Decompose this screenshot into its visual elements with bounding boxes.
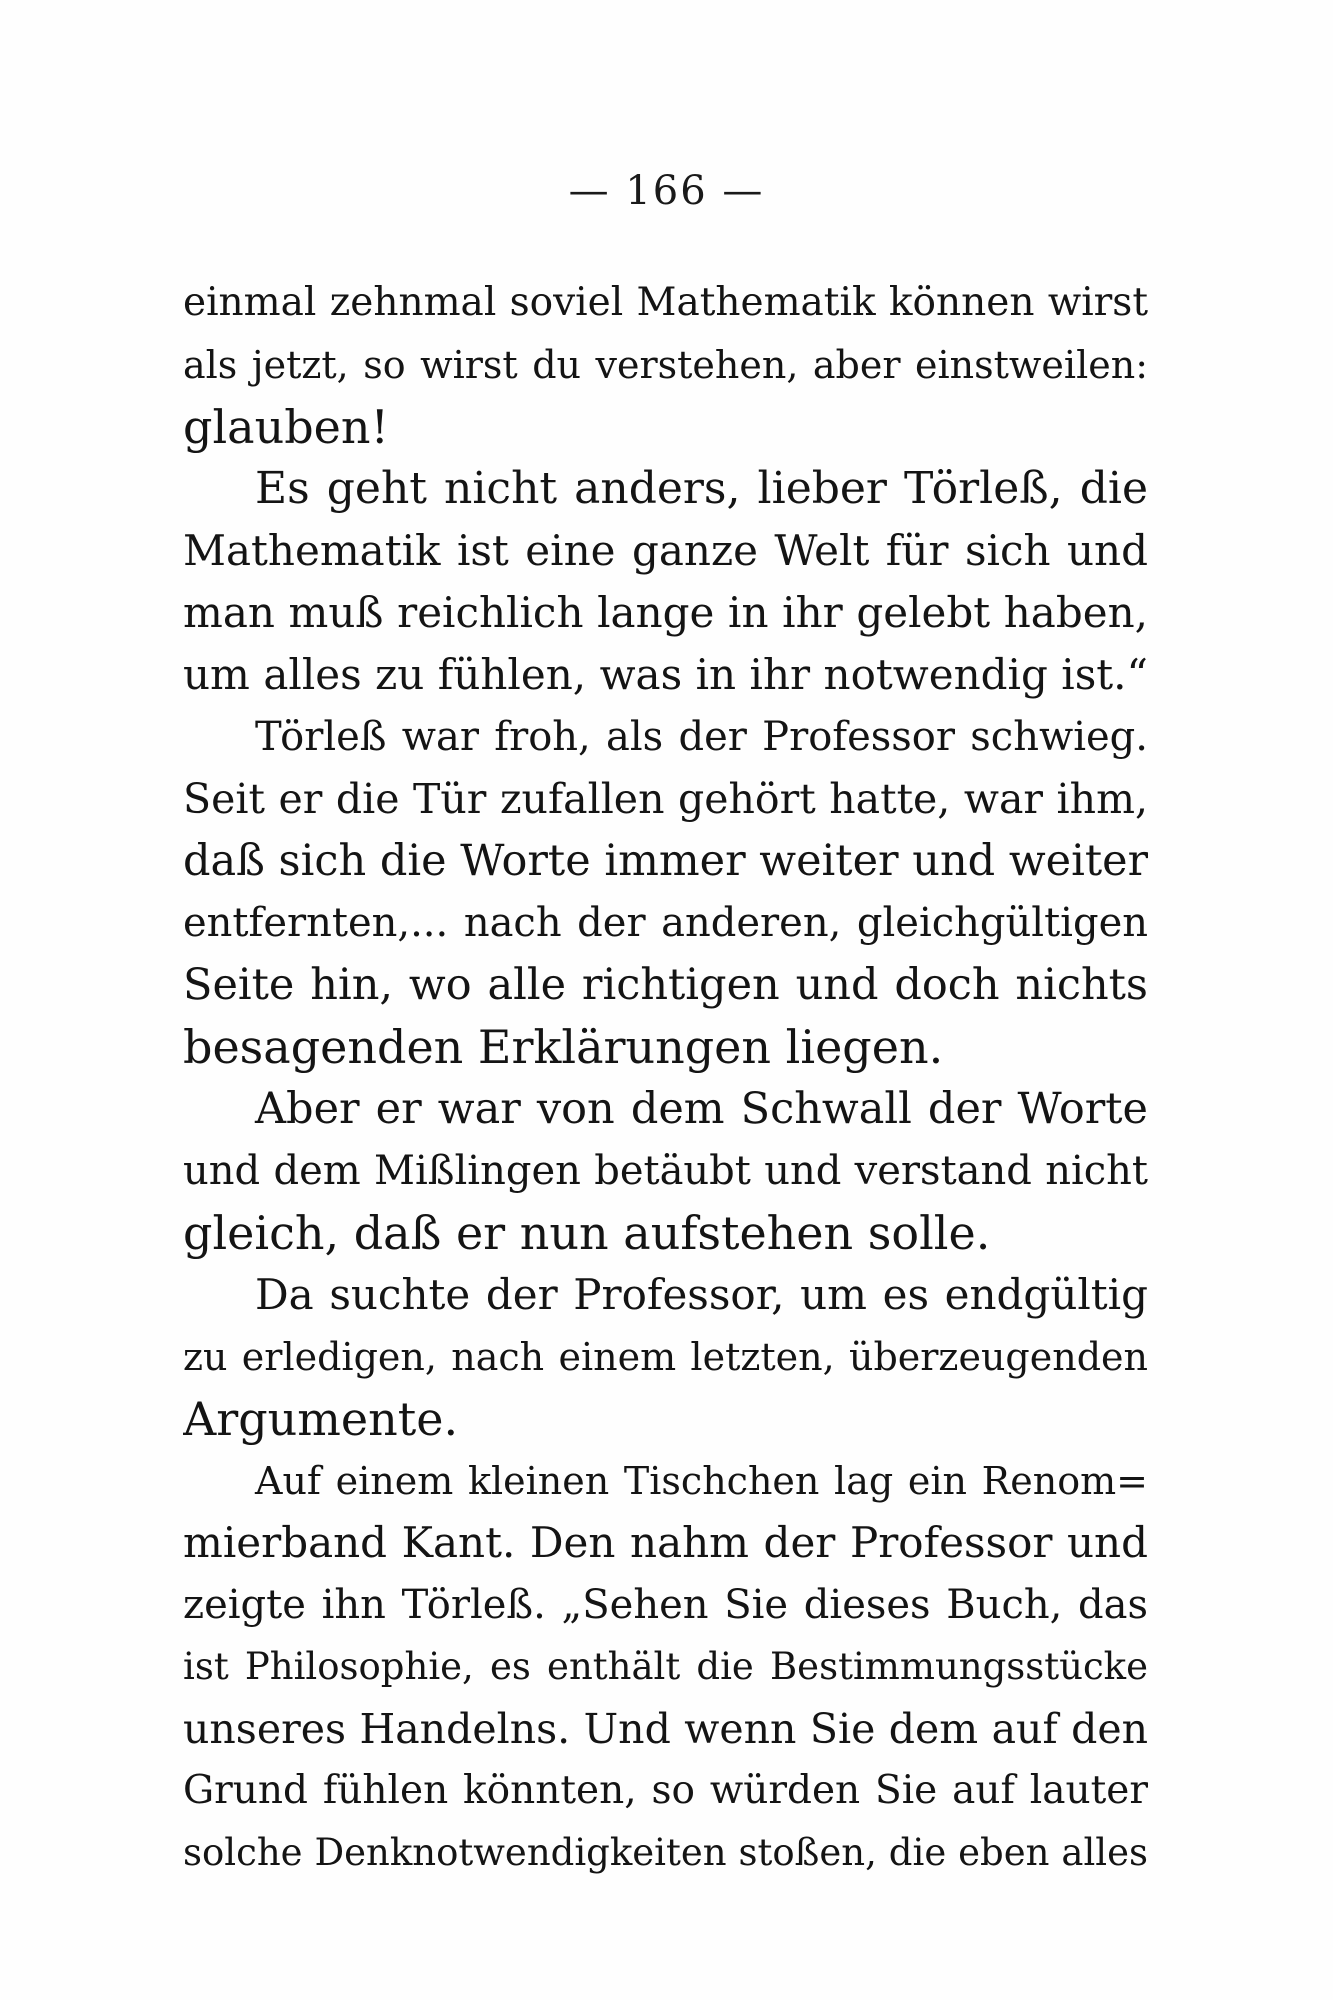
text-line: Grund fühlen könnten, so würden Sie auf lauter [183, 1768, 1148, 1813]
text-line: unseres Handelns. Und wenn Sie dem auf den [183, 1705, 1148, 1753]
text-line: solche Denknotwendigkeiten stoßen, die eben alles [183, 1831, 1148, 1874]
text-line: daß sich die Worte immer weiter und weiter [183, 836, 1148, 886]
text-line: ist Philosophie, es enthält die Bestimmungsstücke [183, 1645, 1148, 1688]
text-line: Es geht nicht anders, lieber Törleß, die [255, 463, 1148, 514]
text-line: als jetzt, so wirst du verstehen, aber einstweilen: [183, 343, 1148, 387]
text-line: und dem Mißlingen betäubt und verstand nicht [183, 1148, 1148, 1194]
text-line: um alles zu fühlen, was in ihr notwendig ist.“ [183, 650, 1148, 699]
text-line: entfernten,... nach der anderen, gleichgültigen [183, 900, 1148, 946]
body-text [183, 272, 1148, 1884]
text-line: glauben! [183, 400, 389, 454]
text-line: besagenden Erklärungen liegen. [183, 1020, 944, 1074]
text-line: Aber er war von dem Schwall der Worte [255, 1084, 1148, 1134]
text-line: mierband Kant. Den nahm der Professor und [183, 1518, 1148, 1567]
text-line: Seit er die Tür zufallen gehört hatte, war ihm, [183, 775, 1148, 823]
text-line: Seite hin, wo alle richtigen und doch nichts [183, 960, 1148, 1010]
text-line: zeigte ihn Törleß. „Sehen Sie dieses Buch, das [183, 1582, 1148, 1628]
page-number: — 166 — [568, 168, 765, 214]
text-line: Törleß war froh, als der Professor schwieg. [255, 714, 1148, 760]
text-line: gleich, daß er nun aufstehen solle. [183, 1206, 991, 1260]
text-line: einmal zehnmal soviel Mathematik können wirst [183, 280, 1148, 325]
text-line: zu erledigen, nach einem letzten, überzeugenden [183, 1335, 1148, 1379]
text-line: Auf einem kleinen Tischchen lag ein Renom= [255, 1459, 1148, 1503]
text-line: Mathematik ist eine ganze Welt für sich und [183, 526, 1148, 575]
text-line: Argumente. [183, 1392, 459, 1446]
text-line: man muß reichlich lange in ihr gelebt haben, [183, 588, 1148, 637]
text-line: Da suchte der Professor, um es endgültig [255, 1270, 1148, 1319]
